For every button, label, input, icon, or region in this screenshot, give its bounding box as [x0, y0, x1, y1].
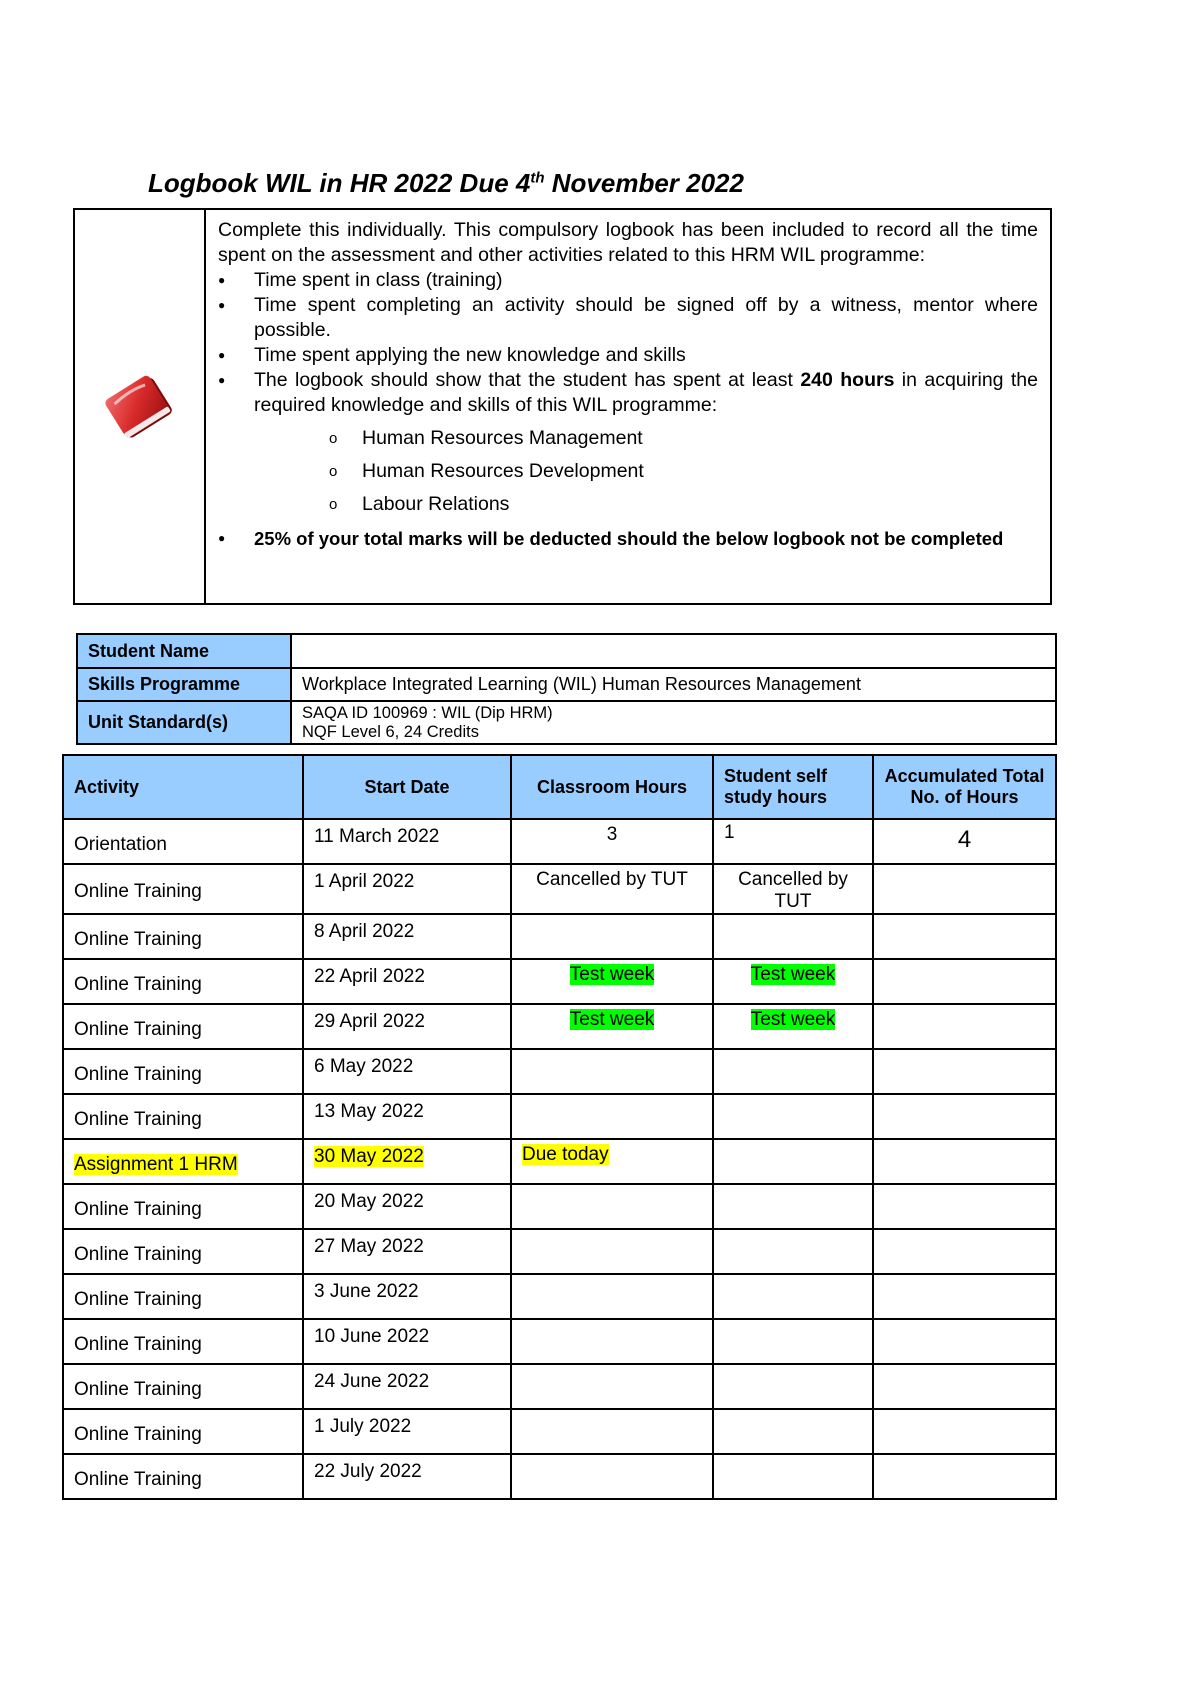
table-row [63, 1094, 1056, 1139]
table-row [63, 864, 1056, 914]
table-row [63, 819, 1056, 864]
unit-standard-label: Unit Standard(s) [77, 701, 291, 744]
table-row [63, 1004, 1056, 1049]
activity-cell: Online Training [63, 1274, 303, 1319]
table-row [63, 1319, 1056, 1364]
date-cell: 6 May 2022 [303, 1049, 511, 1094]
instructions-box [73, 208, 1052, 605]
total-cell [873, 1049, 1056, 1094]
area-list [254, 422, 1038, 521]
skills-programme-label: Skills Programme [77, 668, 291, 701]
date-cell: 13 May 2022 [303, 1094, 511, 1139]
classroom-cell [511, 1184, 713, 1229]
student-name-label: Student Name [77, 634, 291, 668]
classroom-cell [511, 959, 713, 1004]
self-study-cell [713, 1139, 873, 1184]
due-date-tag: 30 May 2022 [314, 1146, 424, 1167]
student-info-table [76, 633, 1057, 745]
intro-lead: Complete this individually. This compulsory logbook has been included to record all the time spent on the assessment and other activities related to this HRM WIL programme: [218, 219, 1038, 266]
activity-cell: Online Training [63, 914, 303, 959]
self-study-cell: 1 [713, 819, 873, 864]
classroom-cell [511, 1364, 713, 1409]
total-cell [873, 1319, 1056, 1364]
table-row [63, 1364, 1056, 1409]
unit-standard-line: SAQA ID 100969 : WIL (Dip HRM) [302, 703, 553, 722]
total-cell [873, 959, 1056, 1004]
date-cell: 11 March 2022 [303, 819, 511, 864]
total-cell [873, 914, 1056, 959]
icon-cell [75, 210, 206, 603]
total-cell [873, 864, 1056, 914]
classroom-cell [511, 1229, 713, 1274]
date-cell: 1 July 2022 [303, 1409, 511, 1454]
test-week-tag: Test week [750, 964, 836, 985]
red-book-icon [100, 367, 180, 447]
classroom-cell [511, 1139, 713, 1184]
area-item: o Human Resources Management [254, 422, 1038, 455]
date-cell: 20 May 2022 [303, 1184, 511, 1229]
self-study-cell [713, 1364, 873, 1409]
table-row [63, 1454, 1056, 1499]
test-week-tag: Test week [569, 1009, 655, 1030]
bullet-item: ● Time spent in class (training) [218, 268, 1038, 293]
bullet-item: ● Time spent completing an activity should be signed off by a witness, mentor where possible. [218, 293, 1038, 343]
self-study-cell [713, 1094, 873, 1139]
table-row [63, 914, 1056, 959]
logbook-table [62, 754, 1057, 1500]
date-cell: 27 May 2022 [303, 1229, 511, 1274]
self-study-cell [713, 1229, 873, 1274]
self-study-cell: Cancelled by TUT [713, 864, 873, 914]
unit-standard-value [291, 701, 1056, 744]
bullet-item: ● Time spent applying the new knowledge and skills [218, 343, 1038, 368]
assignment-tag: Assignment 1 HRM [74, 1153, 238, 1175]
classroom-cell: Cancelled by TUT [511, 864, 713, 914]
activity-cell: Online Training [63, 1049, 303, 1094]
start-date-header: Start Date [303, 755, 511, 819]
date-cell: 22 April 2022 [303, 959, 511, 1004]
total-cell [873, 1364, 1056, 1409]
bullet-item-hours: ● The logbook should show that the student has spent at least 240 hours in acquiring the required knowledge and skills of this WIL programme: o Human Resources Management o Human Resources Development o Labour Relations [218, 368, 1038, 521]
self-study-cell [713, 1184, 873, 1229]
date-cell: 29 April 2022 [303, 1004, 511, 1049]
student-name-field[interactable] [291, 634, 1056, 668]
date-cell [303, 1139, 511, 1184]
self-study-header: Student self study hours [713, 755, 873, 819]
activity-cell: Online Training [63, 864, 303, 914]
date-cell: 24 June 2022 [303, 1364, 511, 1409]
total-cell [873, 1139, 1056, 1184]
area-item: o Human Resources Development [254, 455, 1038, 488]
area-item: o Labour Relations [254, 488, 1038, 521]
total-hours-header: Accumulated Total No. of Hours [873, 755, 1056, 819]
self-study-cell [713, 1274, 873, 1319]
self-study-cell [713, 914, 873, 959]
skills-programme-value: Workplace Integrated Learning (WIL) Human Resources Management [291, 668, 1056, 701]
table-row [63, 1274, 1056, 1319]
instructions-text [206, 210, 1050, 603]
total-cell [873, 1409, 1056, 1454]
activity-cell: Online Training [63, 959, 303, 1004]
classroom-cell [511, 1004, 713, 1049]
classroom-cell [511, 1454, 713, 1499]
total-cell [873, 1094, 1056, 1139]
marks-warning: ● 25% of your total marks will be deducted should the below logbook not be completed [218, 527, 1038, 550]
table-row [63, 1184, 1056, 1229]
self-study-cell [713, 959, 873, 1004]
total-cell: 4 [873, 819, 1056, 864]
activity-cell: Online Training [63, 1094, 303, 1139]
activity-cell: Online Training [63, 1454, 303, 1499]
table-row [63, 1049, 1056, 1094]
date-cell: 22 July 2022 [303, 1454, 511, 1499]
self-study-cell [713, 1454, 873, 1499]
classroom-cell [511, 1409, 713, 1454]
classroom-cell [511, 1319, 713, 1364]
test-week-tag: Test week [750, 1009, 836, 1030]
page-title: Logbook WIL in HR 2022 Due 4th November 2022 [148, 168, 744, 198]
table-row [63, 1229, 1056, 1274]
total-cell [873, 1274, 1056, 1319]
activity-cell: Online Training [63, 1409, 303, 1454]
total-cell [873, 1454, 1056, 1499]
self-study-cell [713, 1409, 873, 1454]
activity-cell: Online Training [63, 1364, 303, 1409]
activity-cell: Online Training [63, 1319, 303, 1364]
date-cell: 1 April 2022 [303, 864, 511, 914]
total-cell [873, 1229, 1056, 1274]
date-cell: 3 June 2022 [303, 1274, 511, 1319]
activity-cell: Orientation [63, 819, 303, 864]
self-study-cell [713, 1319, 873, 1364]
activity-cell: Online Training [63, 1184, 303, 1229]
due-today-tag: Due today [522, 1144, 609, 1165]
classroom-cell [511, 1274, 713, 1319]
classroom-hours-header: Classroom Hours [511, 755, 713, 819]
self-study-cell [713, 1049, 873, 1094]
total-cell [873, 1004, 1056, 1049]
activity-header: Activity [63, 755, 303, 819]
table-row [63, 1139, 1056, 1184]
self-study-cell [713, 1004, 873, 1049]
classroom-cell [511, 1049, 713, 1094]
date-cell: 10 June 2022 [303, 1319, 511, 1364]
table-row [63, 959, 1056, 1004]
date-cell: 8 April 2022 [303, 914, 511, 959]
classroom-cell [511, 914, 713, 959]
classroom-cell [511, 1094, 713, 1139]
test-week-tag: Test week [569, 964, 655, 985]
activity-cell: Online Training [63, 1004, 303, 1049]
bullet-list [218, 268, 1038, 550]
activity-cell: Online Training [63, 1229, 303, 1274]
total-cell [873, 1184, 1056, 1229]
classroom-cell: 3 [511, 819, 713, 864]
activity-cell [63, 1139, 303, 1184]
table-row [63, 1409, 1056, 1454]
unit-standard-line: NQF Level 6, 24 Credits [302, 722, 479, 741]
